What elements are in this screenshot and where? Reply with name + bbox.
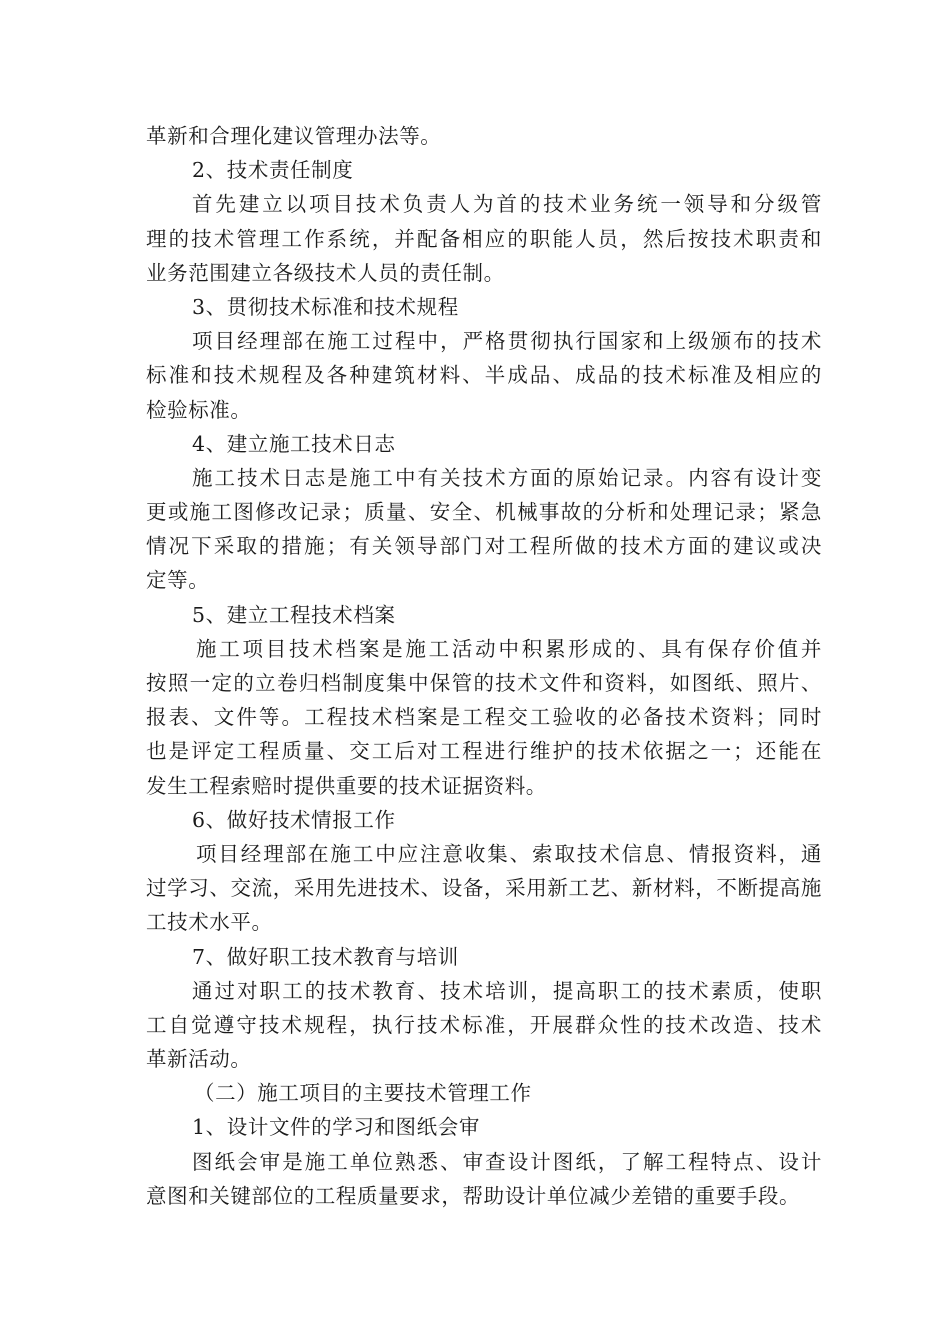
paragraph-line: 意图和关键部位的工程质量要求，帮助设计单位减少差错的重要手段。 — [146, 1183, 801, 1208]
paragraph-line: 项目经理部在施工过程中，严格贯彻执行国家和上级颁布的技术 — [192, 329, 822, 354]
paragraph — [146, 324, 822, 427]
paragraph-line: 情况下采取的措施；有关领导部门对工程所做的技术方面的建议或决 — [146, 534, 822, 559]
paragraph — [146, 632, 822, 803]
paragraph-line: 理的技术管理工作系统，并配备相应的职能人员，然后按技术职责和 — [146, 226, 822, 251]
paragraph — [146, 837, 822, 940]
subsection-heading: 1、设计文件的学习和图纸会审 — [192, 1115, 480, 1140]
paragraph-line: 革新活动。 — [146, 1047, 252, 1072]
subsection-heading: 5、建立工程技术档案 — [192, 602, 396, 627]
subsection-heading: 6、做好技术情报工作 — [192, 807, 396, 832]
paragraph-line: 首先建立以项目技术负责人为首的技术业务统一领导和分级管 — [192, 192, 822, 217]
paragraph-line: 发生工程索赔时提供重要的技术证据资料。 — [146, 773, 547, 798]
paragraph-continuation — [146, 119, 822, 153]
subsection-heading: 7、做好职工技术教育与培训 — [192, 944, 459, 969]
paragraph-line: 定等。 — [146, 568, 210, 593]
paragraph-line: 业务范围建立各级技术人员的责任制。 — [146, 260, 505, 285]
paragraph-line: 报表、文件等。工程技术档案是工程交工验收的必备技术资料；同时 — [146, 705, 822, 730]
subsection-heading: 4、建立施工技术日志 — [192, 431, 396, 456]
paragraph-line: 按照一定的立卷归档制度集中保管的技术文件和资料，如图纸、照片、 — [146, 671, 822, 695]
paragraph-line: 工自觉遵守技术规程，执行技术标准，开展群众性的技术改造、技术 — [146, 1012, 822, 1037]
paragraph-line: 过学习、交流，采用先进技术、设备，采用新工艺、新材料，不断提高施 — [146, 876, 822, 901]
paragraph-line: 施工技术日志是施工中有关技术方面的原始记录。内容有设计变 — [192, 465, 822, 490]
subsection-heading: 2、技术责任制度 — [192, 158, 354, 183]
paragraph — [146, 187, 822, 290]
paragraph-line: 施工项目技术档案是施工活动中积累形成的、具有保存价值并 — [196, 636, 822, 661]
paragraph-line: 更或施工图修改记录；质量、安全、机械事故的分析和处理记录；紧急 — [146, 500, 822, 525]
paragraph-line: 项目经理部在施工中应注意收集、索取技术信息、情报资料，通 — [196, 841, 822, 866]
subsection-heading: 3、贯彻技术标准和技术规程 — [192, 294, 459, 319]
paragraph-line: 图纸会审是施工单位熟悉、审查设计图纸，了解工程特点、设计 — [192, 1149, 822, 1174]
paragraph-line: 标准和技术规程及各种建筑材料、半成品、成品的技术标准及相应的 — [146, 363, 822, 388]
document-body — [146, 119, 822, 1213]
paragraph-line: 通过对职工的技术教育、技术培训，提高职工的技术素质，使职 — [192, 978, 822, 1003]
paragraph-line: 检验标准。 — [146, 397, 252, 422]
paragraph-line: 革新和合理化建议管理办法等。 — [146, 124, 442, 148]
paragraph — [146, 461, 822, 598]
paragraph — [146, 974, 822, 1077]
section-heading: （二）施工项目的主要技术管理工作 — [194, 1081, 532, 1106]
paragraph — [146, 1145, 822, 1213]
paragraph-line: 工技术水平。 — [146, 910, 273, 935]
paragraph-line: 也是评定工程质量、交工后对工程进行维护的技术依据之一；还能在 — [146, 739, 822, 764]
